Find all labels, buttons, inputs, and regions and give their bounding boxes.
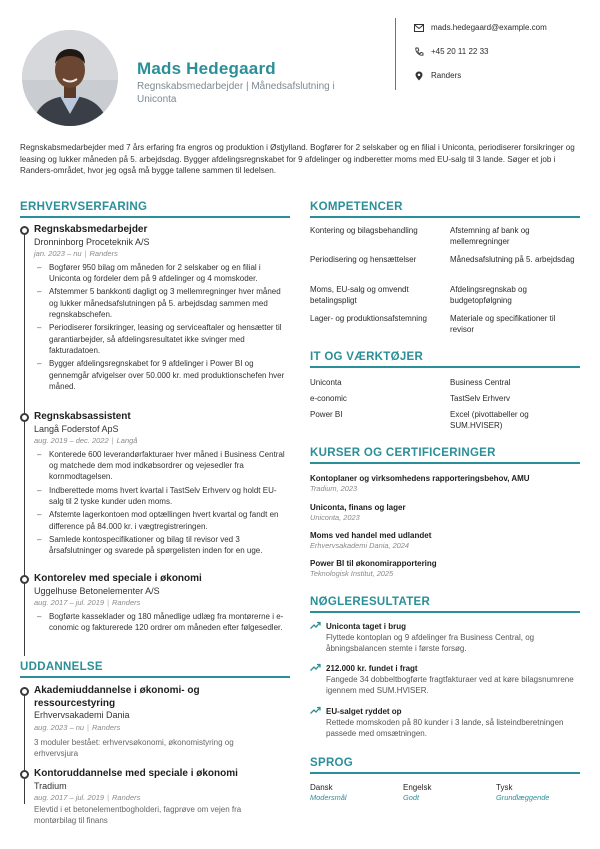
course-item <box>310 473 578 494</box>
achievement-title: 212.000 kr. fundet i fragt <box>326 664 418 673</box>
achievements-rule <box>310 611 580 613</box>
skill-item: Månedsafslutning på 5. arbejdsdag <box>450 255 575 264</box>
job-meta: jan. 2023 – nu | Randers <box>34 249 118 259</box>
tools-rule <box>310 366 580 368</box>
contact-location <box>414 70 461 81</box>
skill-item: Lager- og produktionsafstemning <box>310 314 427 323</box>
contact-email[interactable] <box>414 22 547 33</box>
languages-heading: SPROG <box>310 757 354 769</box>
courses-heading: KURSER OG CERTIFICERINGER <box>310 447 496 459</box>
course-title: Moms ved handel med udlandet <box>310 531 432 540</box>
achievement-desc: Flyttede kontoplan og 9 afdelinger fra Business Central, og åbningsbalancen stemte i første forsøg. <box>326 633 535 654</box>
education-meta: aug. 2017 – jul. 2019 | Randers <box>34 793 141 803</box>
achievement-item <box>310 663 578 697</box>
achievements-heading: NØGLERESULTATER <box>310 596 431 608</box>
education-entry <box>34 685 204 733</box>
language-item <box>310 782 347 803</box>
skill-item: Afstemning af bank og mellemregninger <box>450 226 530 247</box>
education-title: Kontoruddannelse med speciale i økonomi <box>34 768 238 779</box>
course-title: Uniconta, finans og lager <box>310 503 406 512</box>
tool-item: Business Central <box>450 378 511 387</box>
contact-phone[interactable] <box>414 46 488 57</box>
language-name: Engelsk <box>403 783 432 792</box>
job-entry <box>34 411 289 559</box>
languages-rule <box>310 772 580 774</box>
language-level: Godt <box>403 793 420 803</box>
bullet: – Afstemmer 5 bankkonti dagligt og 3 mellemregninger hver måned og lukker månedsafslutningen på 5. arbejdsdag sammen med regnskabschefen. <box>34 286 289 320</box>
language-level: Grundlæggende <box>496 793 550 803</box>
skill-item: Moms, EU-salg og omvendt betalingspligt <box>310 285 409 306</box>
trend-up-icon <box>310 621 321 633</box>
experience-rule <box>20 216 290 218</box>
language-item <box>403 782 431 803</box>
trend-up-icon <box>310 706 321 718</box>
job-meta: aug. 2019 – dec. 2022 | Langå <box>34 436 138 446</box>
skill-item: Kontering og bilagsbehandling <box>310 226 418 235</box>
language-name: Dansk <box>310 783 333 792</box>
tool-item: Uniconta <box>310 378 342 387</box>
achievement-item <box>310 621 578 655</box>
trend-up-icon <box>310 663 321 675</box>
job-bullets <box>34 611 289 634</box>
bullet: – Afstemte lagerkontoen mod optællingen hvert kvartal og fandt en difference på 84.000 kr. i vægtregistreringen. <box>34 509 289 532</box>
bullet: – Konterede 600 leverandørfakturaer hver måned i Business Central og matchede dem mod indkøbsordrer og vejesedler fra kornmodtagelsen. <box>34 449 289 483</box>
job-company: Uggelhuse Betonelementer A/S <box>34 585 160 596</box>
course-item <box>310 558 578 579</box>
education-rule <box>20 676 290 678</box>
job-title: Regnskabsmedarbejder <box>34 224 148 235</box>
timeline-dot <box>20 413 29 422</box>
timeline-dot <box>20 575 29 584</box>
bullet: – Bogførte kasseklader og 180 månedlige udlæg fra montørerne i e-conomic og fakturerede 120 ordrer om måneden efter følgesedler. <box>34 611 289 634</box>
education-title: Akademiuddannelse i økonomi- og ressourcestyring <box>34 685 200 709</box>
timeline-dot <box>20 226 29 235</box>
tool-item: e-conomic <box>310 394 347 403</box>
course-title: Kontoplaner og virksomhedens rapporteringsbehov, AMU <box>310 474 530 483</box>
job-bullets <box>34 262 289 393</box>
skills-rule <box>310 216 580 218</box>
job-meta: aug. 2017 – jul. 2019 | Randers <box>34 598 141 608</box>
job-bullets <box>34 449 289 557</box>
candidate-name: Mads Hedegaard <box>137 59 276 78</box>
location-pin-icon <box>414 71 424 81</box>
achievement-item <box>310 706 578 740</box>
achievement-title: Uniconta taget i brug <box>326 622 406 631</box>
profile-photo <box>22 30 118 126</box>
education-heading: UDDANNELSE <box>20 661 103 673</box>
job-company: Langå Foderstof ApS <box>34 423 119 434</box>
course-meta: Erhvervsakademi Dania, 2024 <box>310 541 410 551</box>
skill-item: Materiale og specifikationer til revisor <box>450 314 556 335</box>
course-meta: Teknologisk Institut, 2025 <box>310 569 394 579</box>
bullet: – Samlede kontospecifikationer og bilag til revisor ved 3 årsafslutninger og svarede på spørgelisten inden for en uge. <box>34 534 289 557</box>
tool-item: TastSelv Erhverv <box>450 394 511 403</box>
bullet: – Bogfører 950 bilag om måneden for 2 selskaber og en filial i Uniconta og fordeler dem på 9 afdelinger og 4 momskoder. <box>34 262 289 285</box>
language-name: Tysk <box>496 783 513 792</box>
education-desc: 3 moduler bestået: erhvervsøkonomi, økonomistyring og erhvervsjura <box>34 738 234 759</box>
course-item <box>310 502 578 523</box>
job-entry <box>34 573 289 635</box>
language-level: Modersmål <box>310 793 347 803</box>
location-text: Randers <box>431 71 462 80</box>
tools-heading: IT OG VÆRKTØJER <box>310 351 424 363</box>
job-company: Dronninborg Proceteknik A/S <box>34 236 150 247</box>
skill-item: Afdelingsregnskab og budgetopfølgning <box>450 285 527 306</box>
education-school: Erhvervsakademi Dania <box>34 710 130 720</box>
experience-timeline <box>24 230 25 656</box>
job-title: Regnskabsassistent <box>34 411 131 422</box>
email-text: mads.hedegaard@example.com <box>431 23 547 32</box>
achievement-desc: Fangede 34 dobbeltbogførte fragtfakturaer ved at køre bilagsnumrene igennem med SUM.HVISER. <box>326 675 574 696</box>
achievement-desc: Rettede momskoden på 80 kunder i 3 lande, så listeindberetningen passede med omsætningen. <box>326 718 564 739</box>
skills-heading: KOMPETENCER <box>310 201 403 213</box>
skill-item: Periodisering og hensættelser <box>310 255 417 264</box>
language-item <box>496 782 549 803</box>
course-item <box>310 530 578 551</box>
courses-rule <box>310 462 580 464</box>
experience-heading: ERHVERVSERFARING <box>20 201 148 213</box>
achievement-title: EU-salget ryddet op <box>326 707 402 716</box>
header-divider <box>395 18 396 90</box>
phone-icon <box>414 47 424 57</box>
tool-item: Power BI <box>310 410 343 419</box>
course-meta: Tradium, 2023 <box>310 484 358 494</box>
resume-header <box>0 0 600 140</box>
education-meta: aug. 2023 – nu | Randers <box>34 722 121 732</box>
education-school: Tradium <box>34 780 67 791</box>
phone-text: +45 20 11 22 33 <box>431 47 489 56</box>
timeline-dot <box>20 687 29 696</box>
education-timeline <box>24 692 25 804</box>
education-desc: Elevtid i et betonelementbogholderi, fagprøve om vejen fra montørbilag til finans <box>34 804 242 825</box>
bullet: – Indberettede moms hvert kvartal i TastSelv Erhverv og holdt EU-salg til 2 tyske kunder uden moms. <box>34 485 289 508</box>
timeline-dot <box>20 770 29 779</box>
candidate-role: Regnskabsmedarbejder | Månedsafslutning i Uniconta <box>137 81 335 105</box>
bullet: – Bygger afdelingsregnskabet for 9 afdelinger i Power BI og gennemgår afvigelser over 50.000 kr. med produktionschefen hver måned. <box>34 358 289 392</box>
job-entry <box>34 224 289 394</box>
job-title: Kontorelev med speciale i økonomi <box>34 573 202 584</box>
mail-icon <box>414 23 424 33</box>
profile-summary: Regnskabsmedarbejder med 7 års erfaring fra engros og produktion i Østjylland. Bogfører for 2 selskaber og en filial i Uniconta, periodiserer forsikringer og leasing og lukker måneden på 5. arbejdsdag. Bygger afdelingsregnskabet for 9 afdelinger og indberetter moms med EU-salg til 3 lande. Søger et job i Randers-området, hvor jeg også må bygge tallene sammen til ledelsen. <box>20 143 575 176</box>
education-entry <box>34 768 289 826</box>
tool-item: Excel (pivottabeller og SUM.HVISER) <box>450 410 529 431</box>
course-meta: Uniconta, 2023 <box>310 513 360 523</box>
bullet: – Periodiserer forsikringer, leasing og serviceaftaler og hensætter til garantiarbejder, så afdelingsresultatet ikke svinger med fakturadatoen. <box>34 322 289 356</box>
course-title: Power BI til økonomirapportering <box>310 559 437 568</box>
